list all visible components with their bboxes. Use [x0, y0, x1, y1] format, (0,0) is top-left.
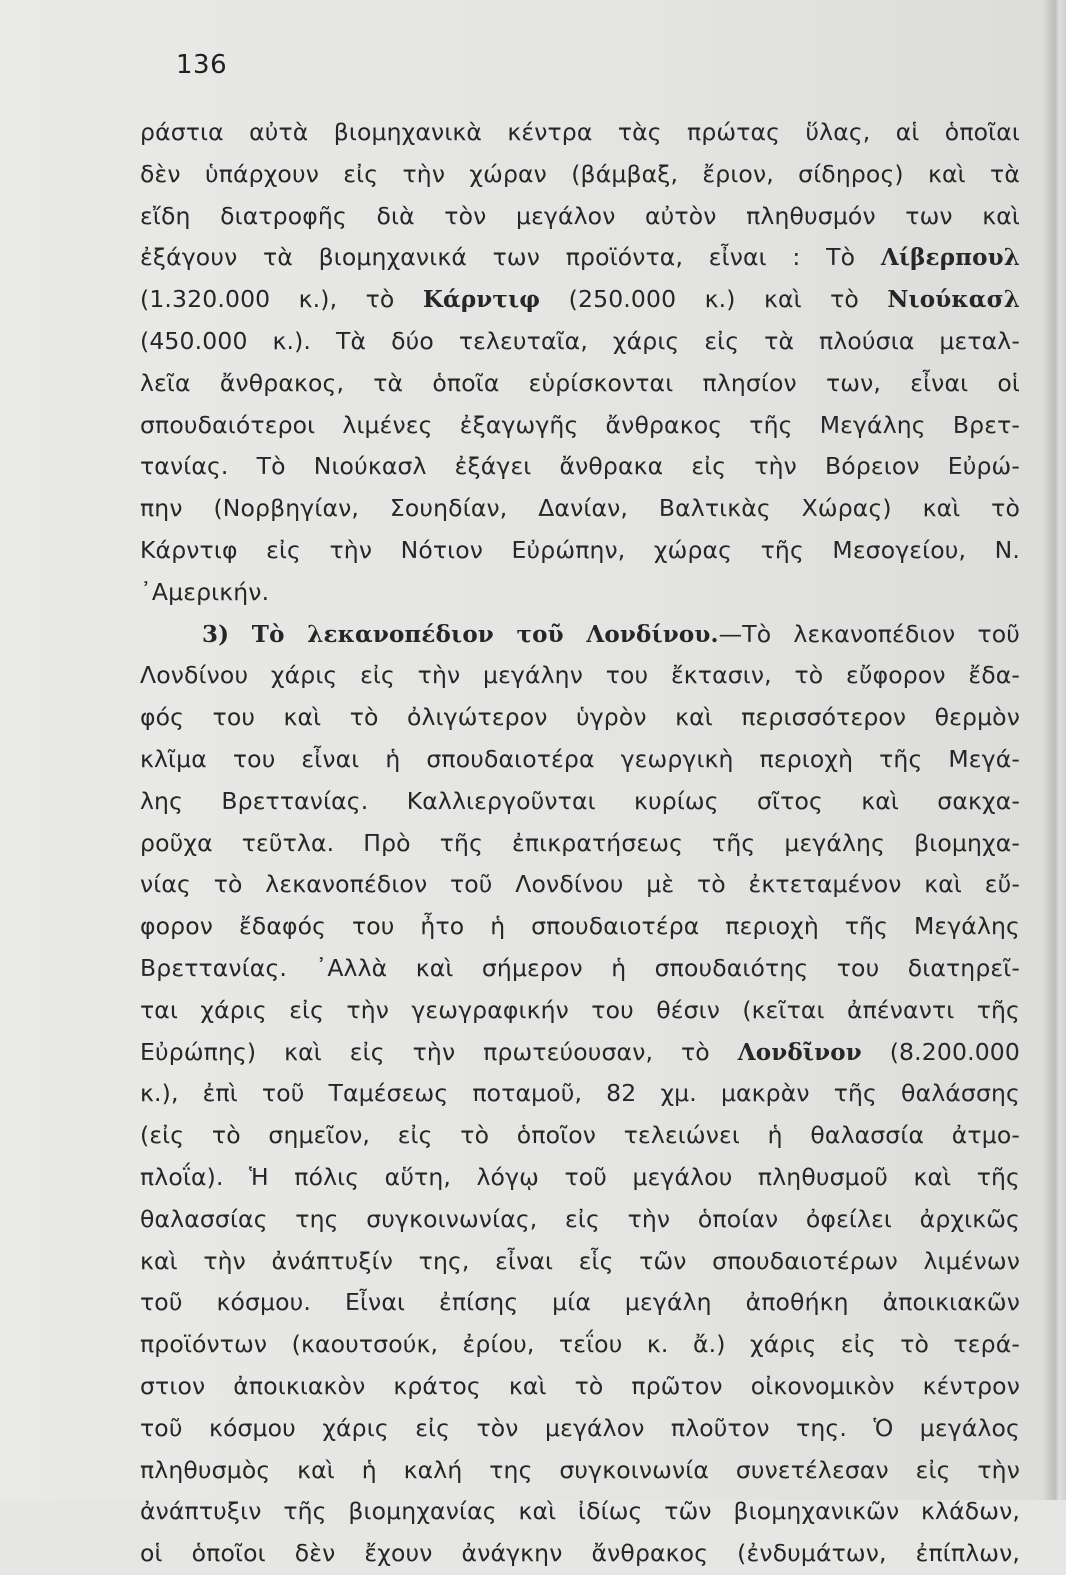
text-line: ἀνάπτυξιν τῆς βιομηχανίας καὶ ἰδίως τῶν βιομηχανικῶν κλάδων,: [140, 1497, 1020, 1526]
place-name-cardiff: Κάρντιφ: [422, 286, 541, 314]
text-line: πληθυσμὸς καὶ ἡ καλή της συγκοινωνία συνετέλεσαν εἰς τὴν: [140, 1455, 1020, 1484]
text-line: (1.320.000 κ.), τὸ Κάρντιφ (250.000 κ.) καὶ τὸ Νιούκασλ: [140, 285, 1020, 314]
text-line: εἴδη διατροφῆς διὰ τὸν μεγάλον αὐτὸν πληθυσμόν των καὶ: [140, 201, 1020, 230]
text-line: Λονδίνου χάρις εἰς τὴν μεγάλην του ἔκτασιν, τὸ εὔφορον ἔδα-: [140, 661, 1020, 690]
text-line: σπουδαιότεροι λιμένες ἐξαγωγῆς ἄνθρακος τῆς Μεγάλης Βρετ-: [140, 410, 1020, 439]
text-line: φορον ἔδαφός του ἦτο ἡ σπουδαιοτέρα περιοχὴ τῆς Μεγάλης: [140, 912, 1020, 941]
text-line: στιον ἀποικιακὸν κράτος καὶ τὸ πρῶτον οἰκονομικὸν κέντρον: [140, 1371, 1020, 1400]
text-line: κλῖμα του εἶναι ἡ σπουδαιοτέρα γεωργικὴ περιοχὴ τῆς Μεγά-: [140, 744, 1020, 773]
text-line: λεῖα ἄνθρακος, τὰ ὁποῖα εὑρίσκονται πλησίον των, εἶναι οἱ: [140, 368, 1020, 397]
text-line: ἐξάγουν τὰ βιομηχανικά των προϊόντα, εἶναι : Τὸ Λίβερπουλ: [140, 243, 1020, 272]
place-name-newcastle: Νιούκασλ: [887, 286, 1020, 314]
text-line: (450.000 κ.). Τὰ δύο τελευταῖα, χάρις εἰς τὰ πλούσια μεταλ-: [140, 326, 1020, 355]
place-name-london: Λονδῖνον: [737, 1038, 862, 1066]
text-line: πλοΐα). Ἡ πόλις αὕτη, λόγῳ τοῦ μεγάλου πληθυσμοῦ καὶ τῆς: [140, 1162, 1020, 1191]
text-line: πην (Νορβηγίαν, Σουηδίαν, Δανίαν, Βαλτικὰς Χώρας) καὶ τὸ: [140, 494, 1020, 523]
text-line: (εἰς τὸ σημεῖον, εἰς τὸ ὁποῖον τελειώνει ἡ θαλασσία ἀτμο-: [140, 1121, 1020, 1150]
text-line: Βρεττανίας. ᾿Αλλὰ καὶ σήμερον ἡ σπουδαιότης του διατηρεῖ-: [140, 953, 1020, 982]
page-spine-edge: [1044, 0, 1066, 1500]
section-heading: 3) Τὸ λεκανοπέδιον τοῦ Λονδίνου.: [202, 620, 719, 648]
place-name-liverpool: Λίβερπουλ: [880, 244, 1020, 272]
text-line: ροῦχα τεῦτλα. Πρὸ τῆς ἐπικρατήσεως τῆς μεγάλης βιομηχα-: [140, 828, 1020, 857]
text-line: προϊόντων (καουτσούκ, ἐρίου, τεΐου κ. ἄ.) χάρις εἰς τὸ τερά-: [140, 1330, 1020, 1359]
section-heading-line: 3) Τὸ λεκανοπέδιον τοῦ Λονδίνου.—Τὸ λεκανοπέδιον τοῦ: [202, 619, 1020, 648]
text-line: ᾿Αμερικήν.: [140, 577, 270, 606]
text-line: οἱ ὁποῖοι δὲν ἔχουν ἀνάγκην ἄνθρακος (ἐνδυμάτων, ἐπίπλων,: [140, 1539, 1020, 1568]
body-text: [140, 112, 1020, 1575]
text-line: Κάρντιφ εἰς τὴν Νότιον Εὐρώπην, χώρας τῆς Μεσογείου, Ν.: [140, 535, 1020, 564]
text-line: θαλασσίας της συγκοινωνίας, εἰς τὴν ὁποίαν ὀφείλει ἀρχικῶς: [140, 1204, 1020, 1233]
text-line: καὶ τὴν ἀνάπτυξίν της, εἶναι εἷς τῶν σπουδαιοτέρων λιμένων: [140, 1246, 1020, 1275]
text-line: τανίας. Τὸ Νιούκασλ ἐξάγει ἄνθρακα εἰς τὴν Βόρειον Εὐρώ-: [140, 452, 1020, 481]
text-line: λης Βρεττανίας. Καλλιεργοῦνται κυρίως σῖτος καὶ σακχα-: [140, 786, 1020, 815]
page-number: 136: [176, 50, 228, 80]
text-line: φός του καὶ τὸ ὀλιγώτερον ὑγρὸν καὶ περισσότερον θερμὸν: [140, 703, 1020, 732]
text-line: ράστια αὐτὰ βιομηχανικὰ κέντρα τὰς πρώτας ὕλας, αἱ ὁποῖαι: [140, 118, 1020, 146]
text-line: νίας τὸ λεκανοπέδιον τοῦ Λονδίνου μὲ τὸ ἐκτεταμένον καὶ εὔ-: [140, 870, 1020, 899]
text-line: δὲν ὑπάρχουν εἰς τὴν χώραν (βάμβαξ, ἔριον, σίδηρος) καὶ τὰ: [140, 159, 1020, 188]
text-line: Εὐρώπης) καὶ εἰς τὴν πρωτεύουσαν, τὸ Λονδῖνον (8.200.000: [140, 1037, 1020, 1066]
text-line: τοῦ κόσμου χάρις εἰς τὸν μεγάλον πλοῦτον της. Ὁ μεγάλος: [140, 1413, 1020, 1442]
text-line: ται χάρις εἰς τὴν γεωγραφικήν του θέσιν (κεῖται ἀπέναντι τῆς: [140, 995, 1020, 1024]
text-line: κ.), ἐπὶ τοῦ Ταμέσεως ποταμοῦ, 82 χμ. μακρὰν τῆς θαλάσσης: [140, 1079, 1020, 1108]
text-line: τοῦ κόσμου. Εἶναι ἐπίσης μία μεγάλη ἀποθήκη ἀποικιακῶν: [140, 1288, 1020, 1317]
